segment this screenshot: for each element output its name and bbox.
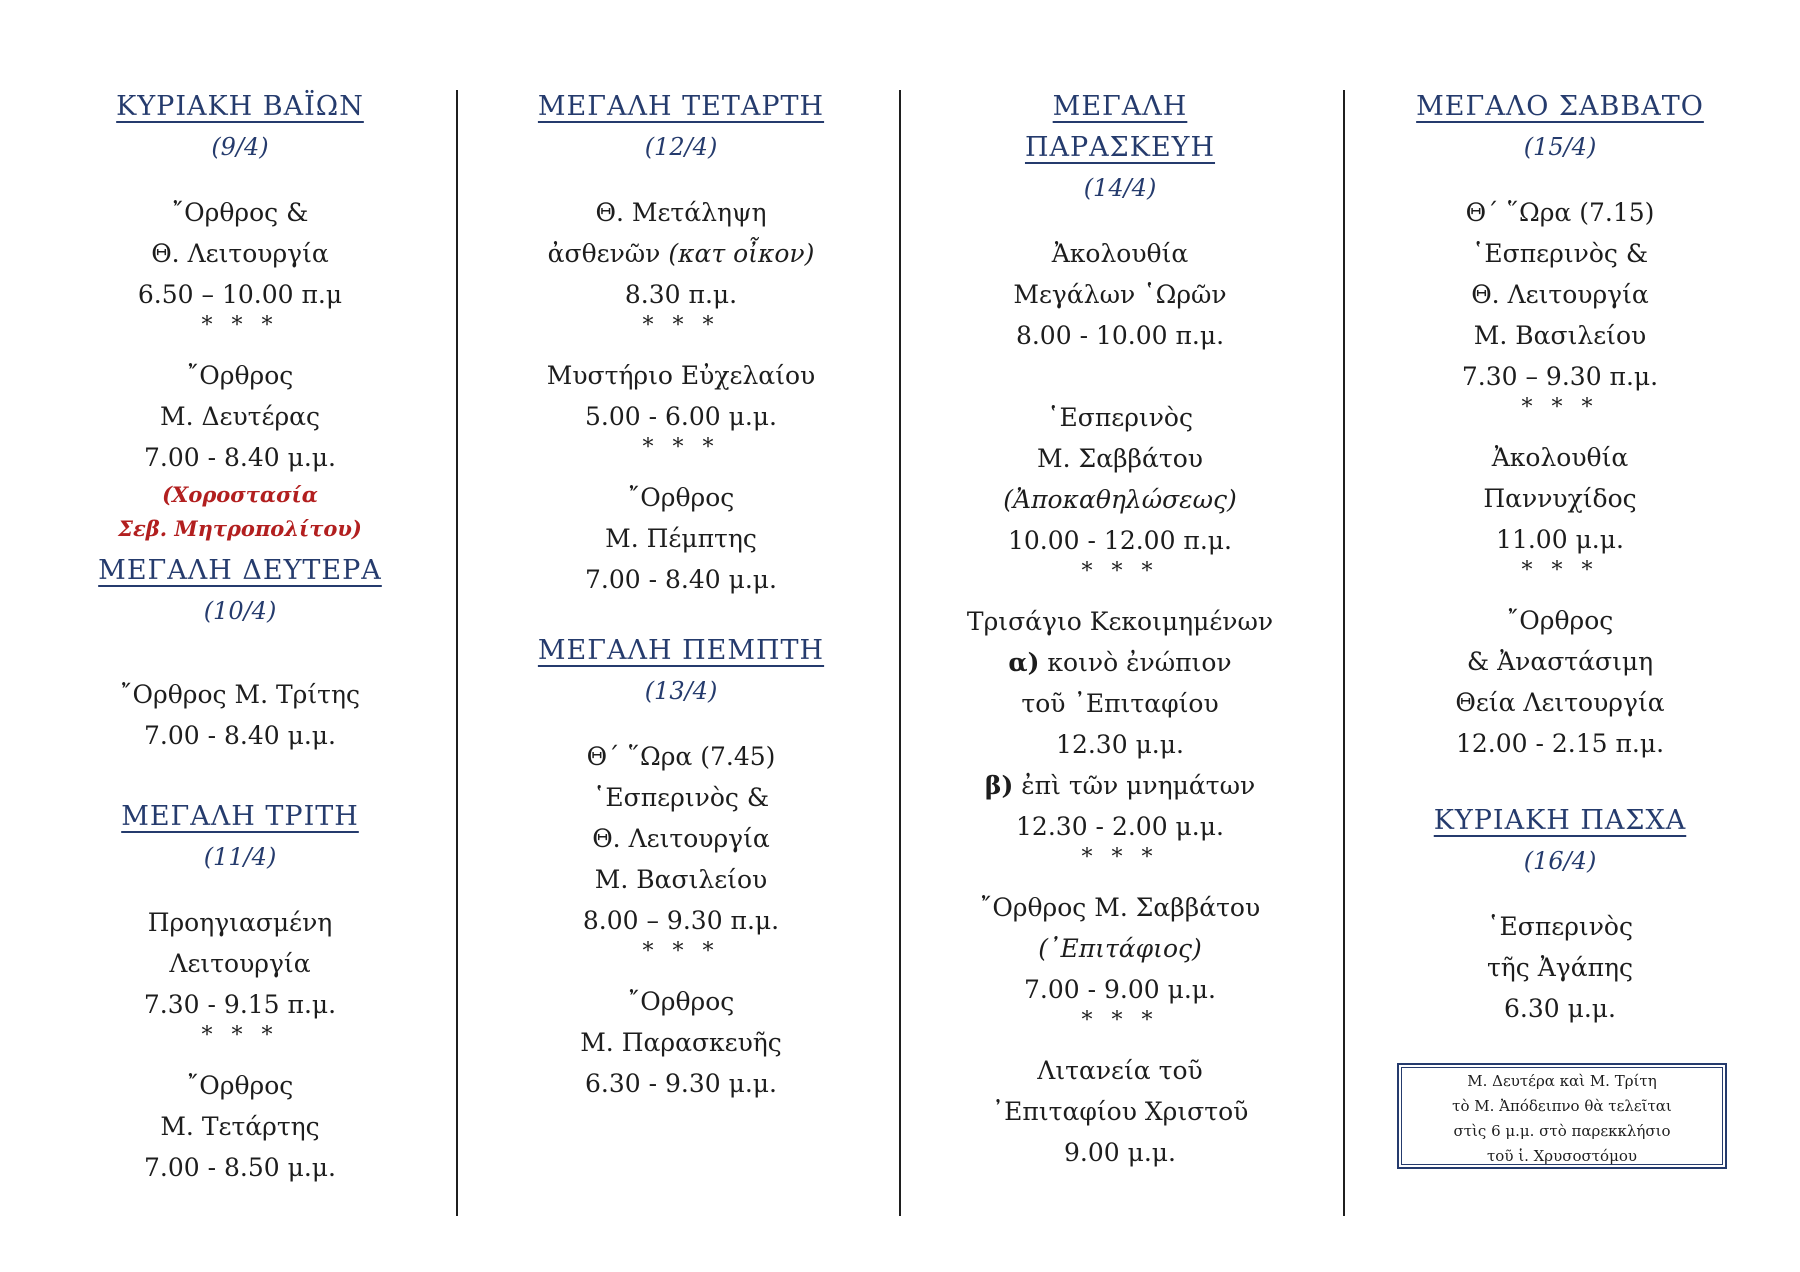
service-line: Μεγάλων ῾Ωρῶν: [1013, 280, 1227, 309]
italic-text: (Ἀποκαθηλώσεως): [1003, 485, 1237, 514]
service-time: 8.00 – 9.30 π.μ.: [582, 906, 780, 935]
service-line: Προηγιασμένη: [147, 908, 333, 937]
column-3: [941, 86, 1299, 1173]
note-box: [1397, 1063, 1727, 1169]
service-line: Μ. Σαββάτου: [1037, 444, 1203, 473]
service-line: ῾Εσπερινὸς &: [1471, 239, 1649, 268]
column-divider: [1343, 90, 1345, 1216]
service-line: Θ. Λειτουργία: [151, 239, 329, 268]
section-title: ΜΕΓΑΛΗ ΔΕΥΤΕΡΑ: [98, 555, 382, 586]
service-line-italic: (κατ οἶκον): [668, 239, 815, 268]
service-line: Λειτουργία: [169, 949, 311, 978]
column-4: [1380, 86, 1740, 1029]
service-time: 12.00 - 2.15 π.μ.: [1455, 729, 1665, 758]
service-time: 6.30 μ.μ.: [1504, 994, 1616, 1023]
note-line: τὸ Μ. Ἀπόδειπνο θὰ τελεῖται: [1452, 1097, 1672, 1115]
service-line: Παννυχίδος: [1483, 484, 1637, 513]
section-date: (12/4): [644, 133, 718, 161]
section-date: (16/4): [1523, 847, 1597, 875]
service-line: Θ. Μετάληψη: [595, 198, 767, 227]
service-line: ῎Ορθρος: [186, 1071, 294, 1100]
service-time: 7.30 – 9.30 π.μ.: [1461, 362, 1659, 391]
separator-stars: * * *: [201, 313, 279, 338]
section-title: ΜΕΓΑΛΗ ΠΕΜΠΤΗ: [537, 635, 825, 666]
service-line: ῎Ορθρος Μ. Σαββάτου: [979, 893, 1261, 922]
section-title: ΜΕΓΑΛΟ ΣΑΒΒΑΤΟ: [1416, 91, 1704, 122]
separator-stars: * * *: [1521, 558, 1599, 583]
service-time: 6.50 – 10.00 π.μ: [137, 280, 343, 309]
separator-stars: * * *: [642, 313, 720, 338]
note-red: Σεβ. Μητροπολίτου): [118, 516, 362, 541]
service-line: Μ. Τετάρτης: [160, 1112, 320, 1141]
service-time: 5.00 - 6.00 μ.μ.: [584, 402, 777, 431]
service-line: ᾿Επιταφίου Χριστοῦ: [991, 1097, 1249, 1126]
service-line: ῎Ορθρος: [627, 987, 735, 1016]
italic-text: (᾿Επιτάφιος): [1038, 934, 1202, 963]
service-line: [498, 233, 864, 274]
note-line: τοῦ ἱ. Χρυσοστόμου: [1487, 1147, 1637, 1165]
service-time: 7.30 - 9.15 π.μ.: [143, 990, 337, 1019]
item-text: κοινὸ ἐνώπιον: [1039, 648, 1232, 677]
separator-stars: * * *: [1081, 845, 1159, 870]
service-line: Μυστήριο Εὐχελαίου: [546, 361, 816, 390]
section-date: (9/4): [211, 133, 269, 161]
service-time: 12.30 - 2.00 μ.μ.: [1016, 812, 1224, 841]
section-date: (10/4): [203, 597, 277, 625]
section-title: ΚΥΡΙΑΚΗ ΒΑΪΩΝ: [116, 91, 364, 122]
service-line-italic: [941, 479, 1299, 520]
service-line: Τρισάγιο Κεκοιμημένων: [966, 607, 1274, 636]
service-line: & Ἀναστάσιμη: [1466, 647, 1654, 676]
separator-stars: * * *: [642, 939, 720, 964]
service-line: Ἀκολουθία: [1491, 443, 1629, 472]
separator-stars: * * *: [642, 435, 720, 460]
section-title: ΠΑΡΑΣΚΕΥΗ: [1024, 132, 1216, 163]
service-line: ῎Ορθρος: [186, 361, 294, 390]
item-text: ἐπὶ τῶν μνημάτων: [1013, 771, 1256, 800]
section-title: ΚΥΡΙΑΚΗ ΠΑΣΧΑ: [1433, 805, 1687, 836]
section-date: (11/4): [203, 843, 277, 871]
service-line: Ἀκολουθία: [1051, 239, 1189, 268]
column-2: [498, 86, 864, 1104]
column-1: [70, 86, 410, 1188]
service-time: 8.00 - 10.00 π.μ.: [1015, 321, 1225, 350]
service-line: ῎Ορθρος &: [171, 198, 309, 227]
section-title: ΜΕΓΑΛΗ ΤΡΙΤΗ: [121, 801, 359, 832]
separator-stars: * * *: [1081, 1008, 1159, 1033]
service-line: Θ. Λειτουργία: [592, 824, 770, 853]
service-line: [941, 765, 1299, 806]
service-line: Μ. Πέμπτης: [605, 524, 757, 553]
service-line: ῾Εσπερινὸς: [1487, 912, 1633, 941]
service-line: ῾Εσπερινὸς &: [592, 783, 770, 812]
service-line: ῎Ορθρος: [627, 483, 735, 512]
note-line: Μ. Δευτέρα καὶ Μ. Τρίτη: [1467, 1072, 1657, 1090]
service-time: 6.30 - 9.30 μ.μ.: [584, 1069, 777, 1098]
note-line: στὶς 6 μ.μ. στὸ παρεκκλήσιο: [1453, 1122, 1671, 1140]
separator-stars: * * *: [201, 1023, 279, 1048]
section-date: (14/4): [1083, 174, 1157, 202]
service-time: 7.00 - 8.40 μ.μ.: [143, 721, 336, 750]
column-divider: [456, 90, 458, 1216]
note-red: (Χοροστασία: [162, 482, 318, 507]
service-line: ῎Ορθρος: [1506, 606, 1614, 635]
service-time: 7.00 - 8.40 μ.μ.: [143, 443, 336, 472]
section-title: ΜΕΓΑΛΗ: [1052, 91, 1188, 122]
service-line: Μ. Παρασκευῆς: [580, 1028, 782, 1057]
service-line: Θ. Λειτουργία: [1471, 280, 1649, 309]
service-time: 8.30 π.μ.: [624, 280, 738, 309]
service-time: 12.30 μ.μ.: [1056, 730, 1184, 759]
service-line: Μ. Βασιλείου: [594, 865, 768, 894]
service-line-text: ἀσθενῶν: [547, 239, 661, 268]
service-time: 10.00 - 12.00 π.μ.: [1008, 526, 1232, 555]
service-time: 7.00 - 9.00 μ.μ.: [1023, 975, 1216, 1004]
service-line: τοῦ ᾿Επιταφίου: [1021, 689, 1219, 718]
service-line: ῾Εσπερινὸς: [1047, 403, 1193, 432]
section-date: (13/4): [644, 677, 718, 705]
separator-stars: * * *: [1081, 559, 1159, 584]
service-line: Μ. Δευτέρας: [159, 402, 321, 431]
service-line: ῎Ορθρος Μ. Τρίτης: [120, 680, 360, 709]
service-line: τῆς Ἀγάπης: [1486, 953, 1634, 982]
item-label: β): [984, 771, 1014, 800]
separator-stars: * * *: [1521, 395, 1599, 420]
service-line: Θεία Λειτουργία: [1455, 688, 1665, 717]
service-line: Λιτανεία τοῦ: [1037, 1056, 1203, 1085]
item-label: α): [1008, 648, 1040, 677]
service-line: Θ΄ ῞Ωρα (7.45): [586, 742, 776, 771]
column-divider: [899, 90, 901, 1216]
service-time: 7.00 - 8.40 μ.μ.: [584, 565, 777, 594]
service-line: Θ΄ ῞Ωρα (7.15): [1465, 198, 1655, 227]
service-line: Μ. Βασιλείου: [1473, 321, 1647, 350]
section-date: (15/4): [1523, 133, 1597, 161]
service-time: 11.00 μ.μ.: [1496, 525, 1624, 554]
service-line-italic: [941, 928, 1299, 969]
service-line: [941, 642, 1299, 683]
section-title: ΜΕΓΑΛΗ ΤΕΤΑΡΤΗ: [537, 91, 825, 122]
service-time: 7.00 - 8.50 μ.μ.: [143, 1153, 336, 1182]
service-time: 9.00 μ.μ.: [1064, 1138, 1176, 1167]
